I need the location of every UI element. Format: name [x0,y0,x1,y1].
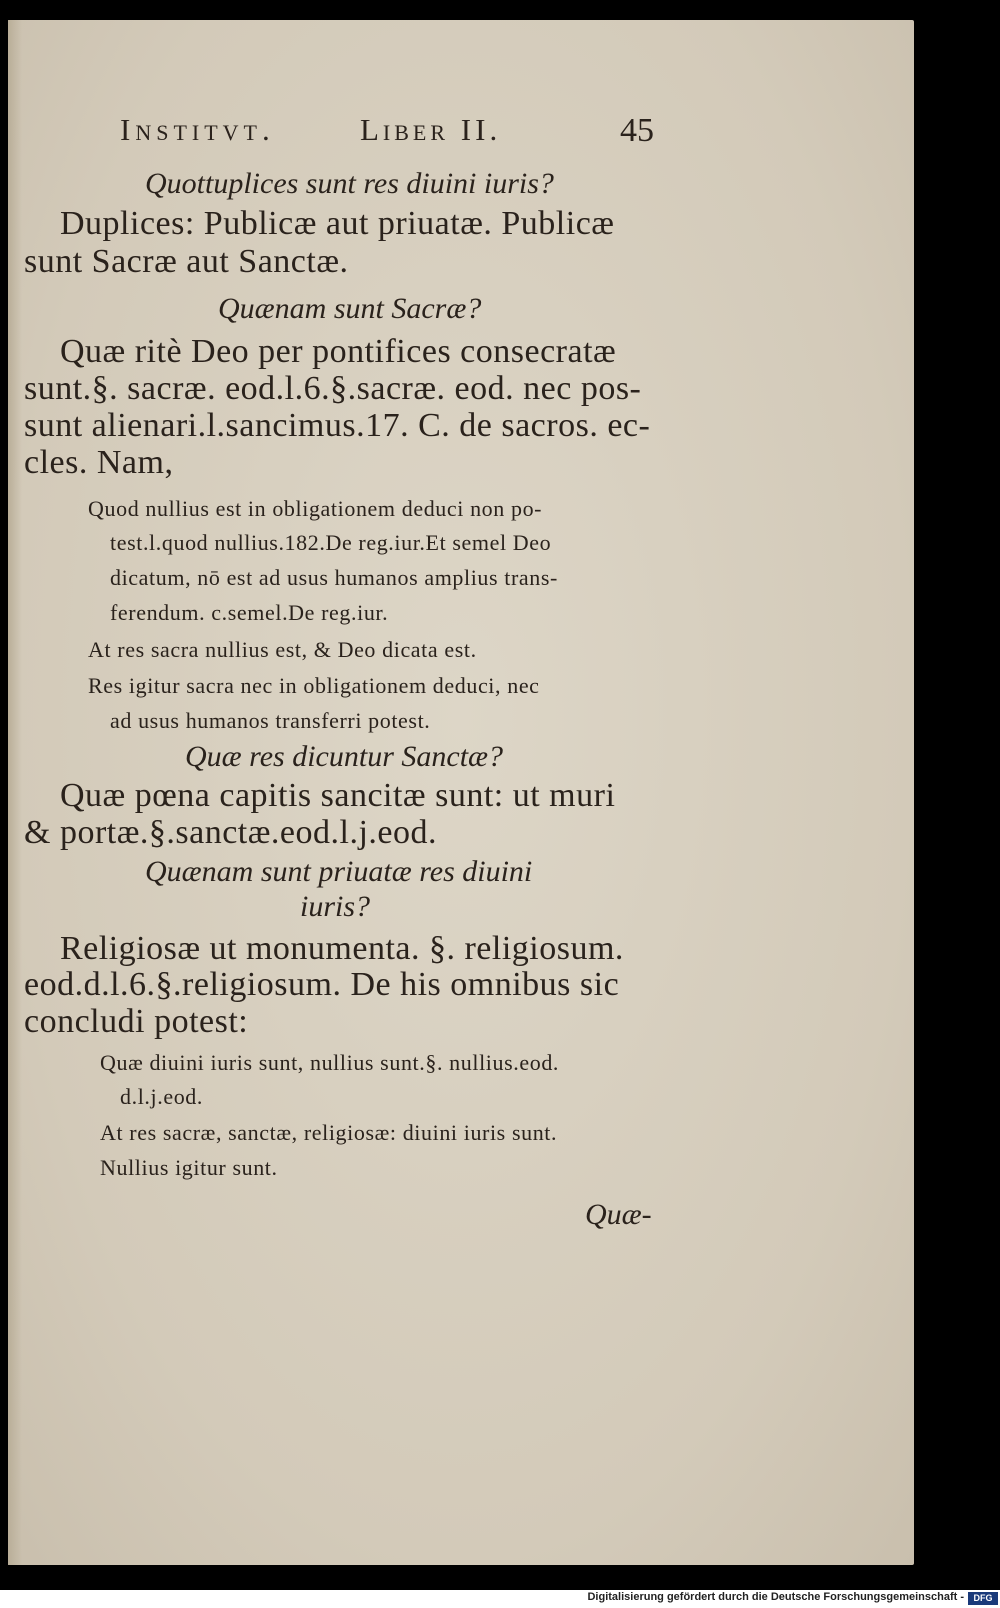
question-heading: iuris? [300,890,371,923]
syllogism-line: At res sacræ, sanctæ, religiosæ: diuini iuris sunt. [100,1120,558,1145]
syllogism-line: At res sacra nullius est, & Deo dicata est. [88,637,477,662]
syllogism-line: Nullius igitur sunt. [100,1155,278,1180]
catchword: Quæ- [585,1198,652,1231]
answer-line: Quæ ritè Deo per pontifices consecratæ [60,333,617,370]
running-head-title: Institvt. [120,112,275,147]
answer-line: eod.d.l.6.§.religiosum. De his omnibus sic [24,966,620,1003]
syllogism-line: dicatum, nō est ad usus humanos amplius trans- [110,565,558,590]
running-head-book: Liber II. [360,112,502,147]
question-heading: Quæ res dicuntur Sanctæ? [185,740,504,773]
answer-line: sunt alienari.l.sancimus.17. C. de sacros. ec- [24,407,651,444]
syllogism-line: ferendum. c.semel.De reg.iur. [110,600,389,625]
answer-line: & portæ.§.sanctæ.eod.l.j.eod. [24,814,438,851]
answer-line: Quæ pœna capitis sancitæ sunt: ut muri [60,777,616,814]
answer-line: cles. Nam, [24,444,174,481]
syllogism-line: test.l.quod nullius.182.De reg.iur.Et semel Deo [110,530,552,555]
answer-line: sunt.§. sacræ. eod.l.6.§.sacræ. eod. nec pos- [24,370,642,407]
question-heading: Quænam sunt priuatæ res diuini [145,855,533,888]
funding-credit: Digitalisierung gefördert durch die Deutsche Forschungsgemeinschaft - [587,1591,964,1603]
syllogism-line: Quæ diuini iuris sunt, nullius sunt.§. nullius.eod. [100,1050,560,1075]
syllogism-line: Quod nullius est in obligationem deduci non po- [88,496,543,521]
syllogism-line: Res igitur sacra nec in obligationem deduci, nec [88,673,540,698]
question-heading: Quottuplices sunt res diuini iuris? [145,167,554,200]
answer-line: concludi potest: [24,1003,249,1040]
digitization-footer [0,1590,1000,1608]
dfg-logo: DFG [968,1592,998,1605]
question-heading: Quænam sunt Sacræ? [218,292,482,325]
answer-line: Duplices: Publicæ aut priuatæ. Publicæ [60,205,615,242]
answer-line: Religiosæ ut monumenta. §. religiosum. [60,930,624,967]
answer-line: sunt Sacræ aut Sanctæ. [24,243,349,280]
syllogism-line: d.l.j.eod. [120,1084,203,1109]
page-number: 45 [620,112,654,149]
syllogism-line: ad usus humanos transferri potest. [110,708,431,733]
